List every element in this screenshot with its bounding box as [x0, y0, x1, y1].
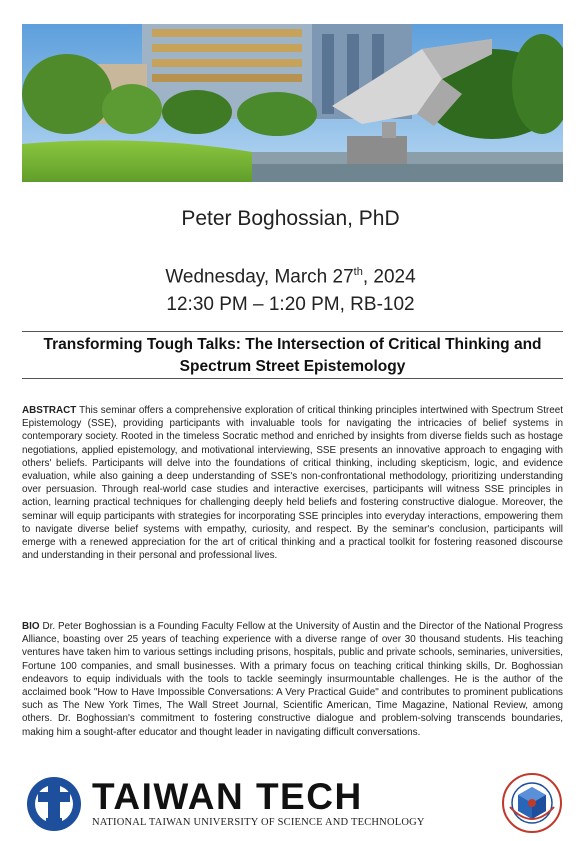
- speaker-name: Peter Boghossian, PhD: [181, 207, 400, 230]
- abstract-paragraph: [22, 404, 563, 562]
- top-divider: [22, 331, 563, 332]
- talk-title: Transforming Tough Talks: The Intersection of Critical Thinking and Spectrum Street Epistemology: [43, 336, 542, 375]
- event-date-time: [0, 258, 581, 319]
- brand-wordmark: TAIWAN TECH: [92, 776, 363, 817]
- taiwan-tech-logo-icon: [26, 776, 82, 832]
- university-name: NATIONAL TAIWAN UNIVERSITY OF SCIENCE AND TECHNOLOGY: [92, 817, 425, 828]
- event-date: Wednesday, March 27th, 2024: [165, 266, 416, 288]
- bio-label: BIO: [22, 621, 40, 632]
- campus-photo: [22, 24, 563, 182]
- abstract-label: ABSTRACT: [22, 405, 77, 416]
- bio-text: Dr. Peter Boghossian is a Founding Faculty Fellow at the University of Austin and the Director of the National Progress Alliance, boasting over 25 years of teaching experience with a diverse range of over 30 thousand students. His teaching ventures have taken him to various settings including prisons, hospitals, public and private schools, seminaries, universities, Fortune 100 companies, and small businesses. With a primary focus on teaching critical thinking skills, Dr. Boghossian endeavors to equip individuals with the tools to tackle seemingly insurmountable challenges. He is the author of the acclaimed book "How to Have Impossible Conversations: A Very Practical Guide" and contributes to prominent publications such as The New York Times, The Wall Street Journal, Scientific American, Time Magazine, National Review, among others. Dr. Boghossian's commitment to fostering constructive dialogue and problem-solving transcends boundaries, making him a sought-after educator and thought leader in navigating difficult conversations.: [22, 621, 563, 738]
- event-time-location: 12:30 PM – 1:20 PM, RB-102: [166, 294, 415, 316]
- abstract-text: This seminar offers a comprehensive exploration of critical thinking principles intertwined with Spectrum Street Epistemology (SSE), providing participants with invaluable tools for navigating the intricacies of belief systems in contemporary society. Rooted in the timeless Socratic method and enriched by insights from diverse fields such as hostage negotiations, applied epistemology, and motivational interviewing, SSE presents an innovative approach to engaging with others' beliefs. Participants will delve into the foundations of critical thinking, including skepticism, logic, and evidence evaluation, while also gaining a deep understanding of SSE's non-confrontational methodology, prioritizing understanding over persuasion. Through real-world case studies and interactive exercises, participants will witness SSE principles in action, learning practical techniques for challenging deeply held beliefs and fostering constructive dialogue. Moreover, the seminar will equip participants with strategies for incorporating SSE principles into everyday interactions, empowering them to navigate diverse belief systems with empathy, curiosity, and respect. By the seminar's conclusion, participants will emerge with a renewed appreciation for the art of critical thinking and a practical toolkit for fostering reasoned discourse and understanding in their personal and professional lives.: [22, 405, 563, 562]
- department-seal-icon: [502, 773, 562, 833]
- bio-paragraph: [22, 620, 563, 739]
- bottom-divider: [22, 378, 563, 379]
